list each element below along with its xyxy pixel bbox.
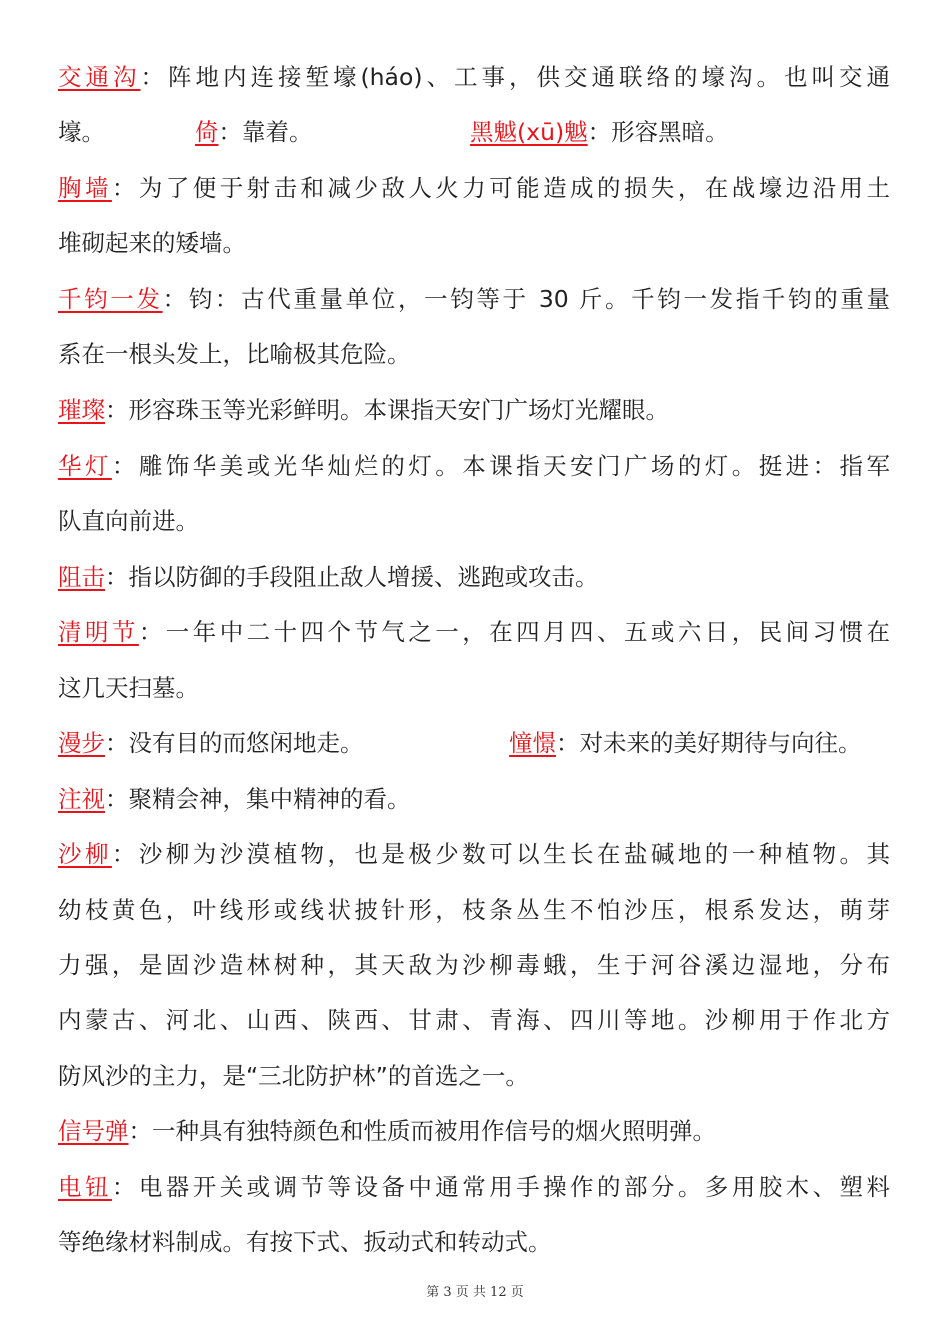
term: 憧憬: [509, 729, 556, 757]
term: 千钧一发: [58, 285, 163, 313]
definition: 等绝缘材料制成。有按下式、扳动式和转动式。: [58, 1228, 552, 1256]
definition: ：阵地内连接堑壕(háo)、工事，供交通联络的壕沟。也叫交通: [140, 63, 890, 91]
entry-row: [58, 393, 890, 427]
term: 胸墙: [58, 174, 112, 202]
entry-row: [58, 1003, 890, 1037]
entry-row: [58, 449, 890, 483]
definition: 堆砌起来的矮墙。: [58, 229, 246, 257]
page-number: 第 3 页 共 12 页: [426, 1285, 524, 1300]
term: 璀璨: [58, 396, 105, 424]
entry-row: [58, 893, 890, 927]
term: 黑魆(xū)魆: [470, 118, 588, 146]
entry-row: [58, 837, 890, 871]
term: 清明节: [58, 618, 139, 646]
definition: ：指以防御的手段阻止敌人增援、逃跑或攻击。: [105, 563, 599, 591]
definition: 防风沙的主力，是“三北防护林”的首选之一。: [58, 1062, 529, 1090]
definition: ：聚精会神，集中精神的看。: [105, 785, 411, 813]
entry-row: [58, 782, 890, 816]
definition: 幼枝黄色，叶线形或线状披针形，枝条丛生不怕沙压，根系发达，萌芽: [58, 896, 890, 924]
entry-row: [58, 615, 890, 649]
term: 电钮: [58, 1173, 112, 1201]
definition: 壕。: [58, 118, 105, 146]
entry-row: [58, 560, 890, 594]
entry-row: [58, 226, 890, 260]
definition: ：钧：古代重量单位，一钧等于 30 斤。千钧一发指千钧的重量: [162, 285, 891, 313]
term: 信号弹: [58, 1117, 129, 1145]
term: 注视: [58, 785, 105, 813]
definition: ：靠着。: [218, 118, 313, 146]
definition: 这几天扫墓。: [58, 674, 199, 702]
definition: ：一年中二十四个节气之一，在四月四、五或六日，民间习惯在: [138, 618, 891, 646]
entry-row: [58, 1170, 890, 1204]
definition: ：为了便于射击和减少敌人火力可能造成的损失，在战壕边沿用土: [111, 174, 891, 202]
definition: 内蒙古、河北、山西、陕西、甘肃、青海、四川等地。沙柳用于作北方: [58, 1006, 890, 1034]
term: 阻击: [58, 563, 105, 591]
term: 沙柳: [58, 840, 112, 868]
definition: ：雕饰华美或光华灿烂的灯。本课指天安门广场的灯。挺进：指军: [111, 452, 891, 480]
definition: ：形容珠玉等光彩鲜明。本课指天安门广场灯光耀眼。: [105, 396, 669, 424]
entry-row: [58, 1059, 890, 1093]
entry-row: [58, 115, 890, 149]
entry-row: [58, 60, 890, 94]
entry-row: [58, 948, 890, 982]
entry-row: [58, 1114, 890, 1148]
definition: ：形容黑暗。: [587, 118, 729, 146]
definition: ：没有目的而悠闲地走。: [105, 729, 364, 757]
entry-row: [58, 671, 890, 705]
definition: ：沙柳为沙漠植物，也是极少数可以生长在盐碱地的一种植物。其: [111, 840, 891, 868]
entry-row: [58, 282, 890, 316]
entry-row: [58, 504, 890, 538]
entry-row: [58, 171, 890, 205]
term: 华灯: [58, 452, 112, 480]
definition: 队直向前进。: [58, 507, 199, 535]
definition: 力强，是固沙造林树种，其天敌为沙柳毒蛾，生于河谷溪边湿地，分布: [58, 951, 890, 979]
entry-row: [58, 1225, 890, 1259]
definition: ：电器开关或调节等设备中通常用手操作的部分。多用胶木、塑料: [111, 1173, 891, 1201]
definition: ：一种具有独特颜色和性质而被用作信号的烟火照明弹。: [128, 1117, 716, 1145]
entry-row: [58, 726, 890, 760]
term: 交通沟: [58, 63, 141, 91]
term: 倚: [195, 118, 219, 146]
definition: ：对未来的美好期待与向往。: [556, 729, 862, 757]
term: 漫步: [58, 729, 105, 757]
definition: 系在一根头发上，比喻极其危险。: [58, 340, 411, 368]
entry-row: [58, 337, 890, 371]
